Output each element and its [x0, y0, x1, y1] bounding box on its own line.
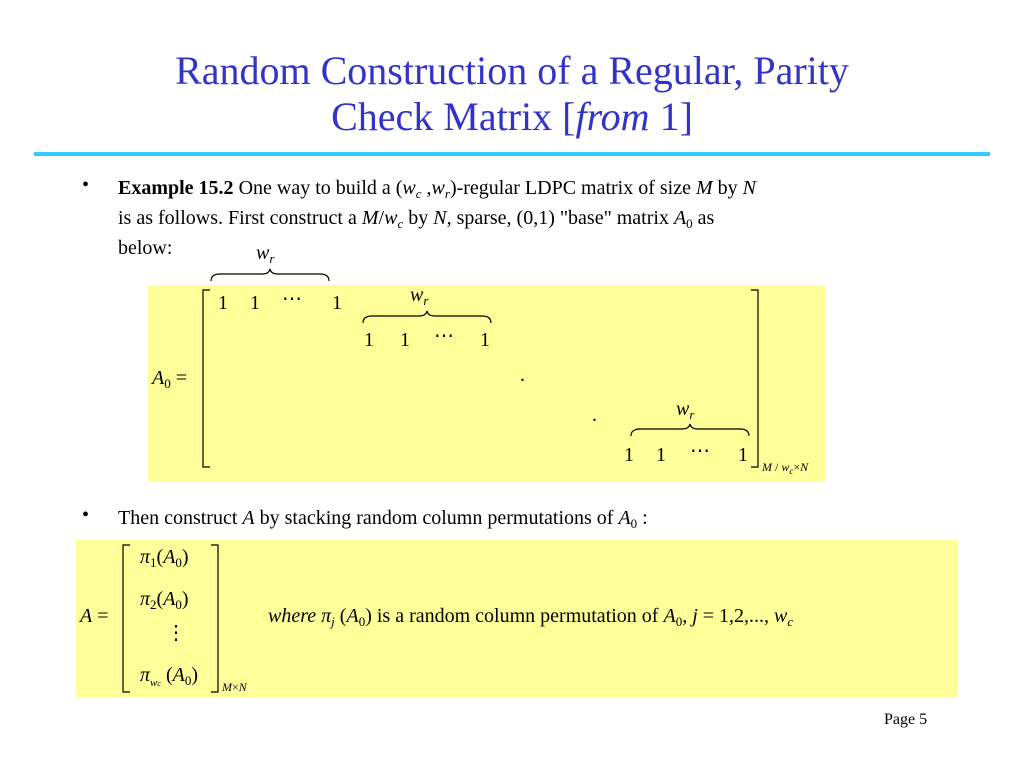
slash: / — [378, 207, 385, 229]
sub-c: c — [787, 614, 794, 629]
text: by — [712, 177, 743, 199]
var-j: j — [692, 605, 698, 627]
times: × — [232, 680, 239, 694]
var-a: A — [673, 207, 687, 229]
sub-r: r — [689, 407, 695, 422]
var-pi: π — [140, 546, 151, 568]
paren: ( — [339, 605, 347, 627]
var-a: A — [663, 605, 676, 627]
sub-0: 0 — [358, 614, 366, 629]
sub-1: 1 — [150, 555, 157, 570]
text: Then construct — [118, 507, 243, 529]
matrix-cell: ⋯ — [434, 325, 454, 347]
matrix-cell: 1 — [218, 292, 228, 314]
text: )-regular LDPC matrix of size — [449, 177, 696, 199]
title-line-1: Random Construction of a Regular, Parity — [175, 48, 849, 93]
var-m: M — [222, 680, 232, 694]
var-a: A — [346, 605, 359, 627]
var-n: N — [238, 680, 247, 694]
bullet1-line-1 — [118, 174, 948, 204]
var-a: A — [163, 546, 176, 568]
brace-row-3 — [630, 423, 750, 437]
sub-wc — [150, 677, 161, 689]
var-w: w — [774, 605, 788, 627]
sub-2: 2 — [150, 597, 157, 612]
range: 1,2,..., — [719, 605, 775, 627]
a-size-label — [222, 680, 247, 695]
paren: ( — [156, 588, 164, 610]
text: by — [403, 207, 434, 229]
title-text: Check Matrix [ — [331, 94, 576, 139]
a-left-bracket — [120, 544, 132, 694]
paren: ) — [365, 605, 372, 627]
sub-w: w — [150, 677, 158, 689]
text: , sparse, (0,1) "base" matrix — [446, 207, 674, 229]
bullet-text-2 — [118, 504, 948, 534]
sub-c: c — [415, 186, 422, 201]
brace-row-2 — [362, 310, 492, 324]
text: is as follows. First construct a — [118, 207, 362, 229]
a-entry-1 — [140, 546, 189, 569]
times: × — [793, 460, 801, 474]
var-pi: π — [140, 664, 151, 686]
var-n: N — [800, 460, 809, 474]
sub-0: 0 — [686, 216, 693, 231]
var-n: N — [433, 207, 447, 229]
title-text-end: 1] — [649, 94, 693, 139]
wr-label-mid — [410, 284, 428, 307]
a-right-bracket — [210, 544, 222, 694]
matrix-cell: 1 — [250, 292, 260, 314]
sub-c: c — [157, 679, 161, 688]
sub-0: 0 — [175, 597, 182, 612]
wr-label-bottom — [676, 398, 694, 421]
matrix-cell: 1 — [738, 444, 748, 466]
slide-title — [0, 48, 1024, 140]
a0-left-bracket — [200, 289, 212, 469]
comma: , — [682, 605, 693, 627]
sub-c: c — [397, 216, 404, 231]
permutation-description — [268, 605, 793, 628]
a-entry-4 — [140, 664, 198, 687]
equals: = — [175, 367, 187, 389]
paren: ( — [156, 546, 164, 568]
a-vdots: ⋮ — [166, 622, 186, 644]
paren: ) — [181, 546, 189, 568]
paren: ( — [165, 664, 173, 686]
a-lhs — [80, 605, 109, 628]
text: is a random column permutation of — [371, 605, 664, 627]
colon: : — [637, 507, 648, 529]
bullet-marker-1: • — [82, 174, 90, 196]
slash: / — [772, 460, 782, 474]
sub-0: 0 — [675, 614, 683, 629]
matrix-cell: 1 — [332, 292, 342, 314]
bullet-text-1 — [118, 174, 948, 263]
matrix-cell: ⋯ — [690, 440, 710, 462]
var-w: w — [410, 284, 424, 306]
var-a: A — [618, 507, 631, 529]
comma: , — [421, 177, 432, 199]
matrix-cell: 1 — [624, 444, 634, 466]
example-label: Example 15.2 — [118, 177, 234, 199]
a0-dot-1: . — [520, 364, 525, 386]
equals: = — [97, 605, 109, 627]
var-w: w — [676, 398, 690, 420]
where-text: where — [268, 605, 317, 627]
var-a: A — [80, 605, 93, 627]
var-a: A — [163, 588, 176, 610]
equals: = — [697, 605, 720, 627]
page-number: Page 5 — [884, 711, 928, 728]
a0-right-bracket — [750, 289, 762, 469]
matrix-cell: 1 — [364, 329, 374, 351]
var-w: w — [402, 177, 416, 199]
sub-0: 0 — [175, 555, 182, 570]
sub-r: r — [444, 186, 450, 201]
a0-dot-2: . — [592, 404, 597, 426]
matrix-cell: 1 — [656, 444, 666, 466]
a0-lhs — [152, 367, 187, 390]
bullet-marker-2: • — [82, 504, 90, 526]
title-divider — [34, 152, 990, 156]
text: by stacking random column permutations of — [254, 507, 619, 529]
var-w: w — [384, 207, 398, 229]
sub-0: 0 — [164, 376, 171, 391]
wr-label-top — [256, 242, 274, 265]
var-pi: π — [140, 588, 151, 610]
paren: ) — [181, 588, 189, 610]
var-m: M — [762, 460, 772, 474]
bullet1-line-3: below: — [118, 237, 173, 259]
matrix-cell: ⋯ — [282, 288, 302, 310]
var-a: A — [242, 507, 255, 529]
title-italic-text: from — [575, 94, 650, 139]
var-w: w — [781, 460, 790, 474]
var-a: A — [152, 367, 165, 389]
a-entry-2 — [140, 588, 189, 611]
var-w: w — [431, 177, 445, 199]
matrix-cell: 1 — [400, 329, 410, 351]
var-m: M — [361, 207, 379, 229]
sub-r: r — [423, 293, 429, 308]
sub-j: j — [331, 614, 335, 629]
var-m: M — [696, 177, 713, 199]
var-n: N — [742, 177, 757, 199]
sub-r: r — [269, 251, 275, 266]
sub-0: 0 — [184, 673, 192, 688]
var-a: A — [172, 664, 185, 686]
text: One way to build a ( — [233, 177, 403, 199]
matrix-cell: 1 — [480, 329, 490, 351]
title-line-2 — [0, 94, 1024, 140]
var-w: w — [256, 242, 270, 264]
sub-c: c — [789, 466, 794, 476]
a0-size-label — [762, 460, 808, 475]
sub-0: 0 — [630, 516, 638, 531]
brace-top-1 — [210, 268, 330, 282]
bullet1-line-2 — [118, 204, 948, 234]
var-pi: π — [321, 605, 332, 627]
paren: ) — [191, 664, 198, 686]
text: as — [692, 207, 715, 229]
